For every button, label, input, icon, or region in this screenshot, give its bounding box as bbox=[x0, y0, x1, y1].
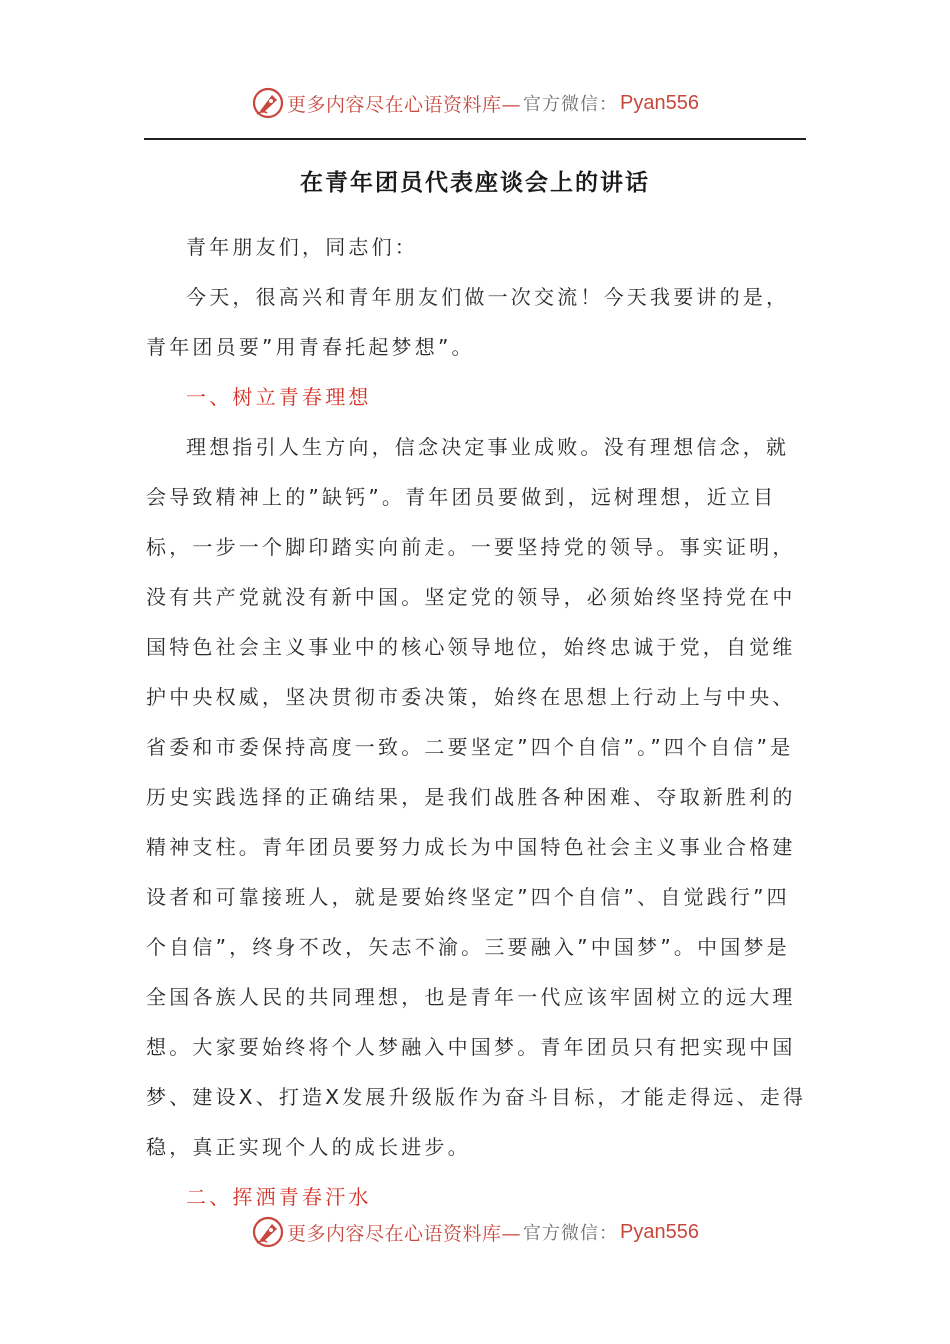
footer-watermark bbox=[0, 1212, 950, 1252]
watermark-label: 官方微信： bbox=[523, 1223, 619, 1244]
pen-nib-logo-icon bbox=[251, 1215, 285, 1249]
intro-paragraph: 今天，很高兴和青年朋友们做一次交流！今天我要讲的是，青年团员要”用青春托起梦想”。 bbox=[146, 285, 790, 359]
watermark-wechat-id: Pyan556 bbox=[620, 91, 699, 114]
watermark-wechat-id: Pyan556 bbox=[620, 1220, 699, 1243]
header-watermark bbox=[0, 83, 950, 123]
pen-nib-logo-icon bbox=[251, 86, 285, 120]
header-divider bbox=[144, 138, 806, 140]
watermark-label: 官方微信： bbox=[523, 94, 619, 115]
document-title: 在青年团员代表座谈会上的讲话 bbox=[300, 170, 650, 196]
section-heading-2: 二、挥洒青春汗水 bbox=[186, 1185, 372, 1209]
salutation-paragraph: 青年朋友们，同志们： bbox=[186, 235, 418, 259]
watermark-site-text: 更多内容尽在心语资料库— bbox=[287, 1222, 522, 1245]
document-body bbox=[146, 222, 808, 1222]
section-1-paragraph: 理想指引人生方向，信念决定事业成败。没有理想信念，就会导致精神上的”缺钙”。青年团员要做到，远树理想，近立目标，一步一个脚印踏实向前走。一要坚持党的领导。事实证明，没有共产党就没有新中国。坚定党的领导，必须始终坚持党在中国特色社会主义事业中的核心领导地位，始终忠诚于党，自觉维护中央权威，坚决贯彻市委决策，始终在思想上行动上与中央、省委和市委保持高度一致。二要坚定”四个自信”。”四个自信”是历史实践选择的正确结果，是我们战胜各种困难、夺取新胜利的精神支柱。青年团员要努力成长为中国特色社会主义事业合格建设者和可靠接班人，就是要始终坚定”四个自信”、自觉践行”四个自信”，终身不改，矢志不渝。三要融入”中国梦”。中国梦是全国各族人民的共同理想，也是青年一代应该牢固树立的远大理想。大家要始终将个人梦融入中国梦。青年团员只有把实现中国梦、建设X、打造X发展升级版作为奋斗目标，才能走得远、走得稳，真正实现个人的成长进步。 bbox=[146, 435, 807, 1159]
section-heading-1: 一、树立青春理想 bbox=[186, 385, 372, 409]
watermark-site-text: 更多内容尽在心语资料库— bbox=[287, 93, 522, 116]
